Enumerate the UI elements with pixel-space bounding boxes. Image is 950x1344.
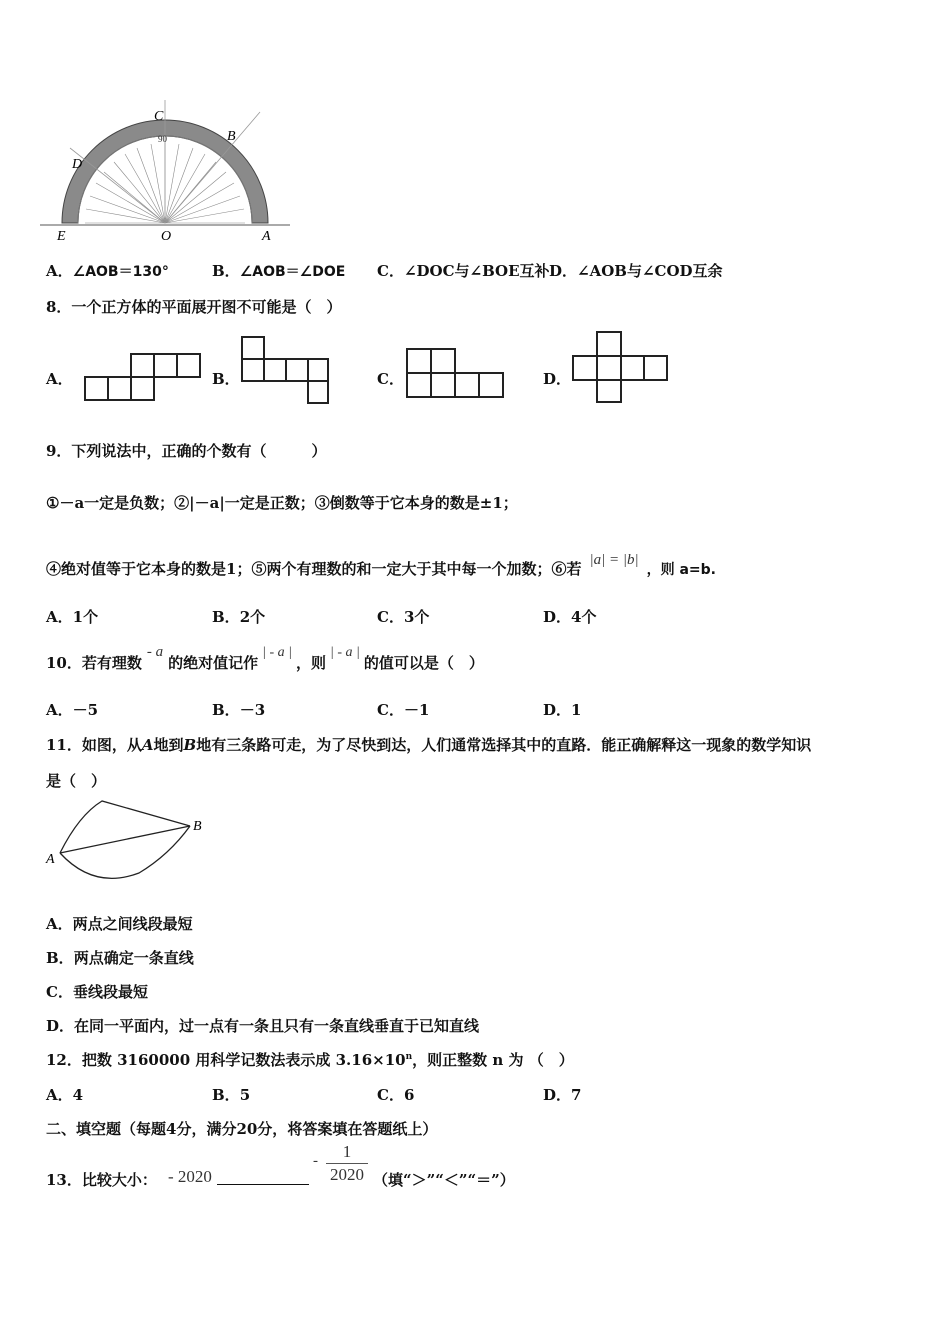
q13-fraction-minus: - bbox=[313, 1153, 318, 1169]
q11-option-b: B．两点确定一条直线 bbox=[46, 949, 194, 967]
q8-option-c-label: C． bbox=[377, 370, 404, 388]
q11-option-c: C．垂线段最短 bbox=[46, 983, 148, 1001]
q9-statements-line1: ①－a一定是负数；②|－a|一定是正数；③倒数等于它本身的数是±1； bbox=[46, 494, 518, 512]
label-B: B bbox=[227, 129, 236, 144]
net-c-figure bbox=[405, 347, 505, 401]
q9-statements-line2: ④绝对值等于它本身的数是1；⑤两个有理数的和一定大于其中每一个加数；⑥若 |a| = |b|，则 a=b. bbox=[46, 552, 716, 578]
q11-stem-line1: 11．如图，从A地到B地有三条路可走，为了尽快到达，人们通常选择其中的直路．能正确解释这一现象的数学知识 bbox=[46, 736, 812, 754]
q11-option-d: D．在同一平面内，过一点有一条且只有一条直线垂直于已知直线 bbox=[46, 1017, 480, 1035]
q9-stem: 9．下列说法中，正确的个数有（ ） bbox=[46, 442, 327, 460]
q7-option-a: A．∠AOB＝130° bbox=[46, 262, 169, 280]
q9-option-c: C．3个 bbox=[377, 608, 430, 626]
q10-option-c: C．－1 bbox=[377, 701, 430, 719]
q10-abs-neg-a-1: | - a | bbox=[262, 645, 292, 660]
q13-left-value: - 2020 bbox=[168, 1167, 212, 1186]
svg-text:90: 90 bbox=[158, 134, 167, 144]
q11-option-a: A．两点之间线段最短 bbox=[46, 915, 193, 933]
net-b-figure bbox=[240, 335, 332, 405]
q8-option-d-label: D． bbox=[543, 370, 572, 388]
q12-option-c: C．6 bbox=[377, 1086, 415, 1104]
q10-neg-a: - a bbox=[146, 644, 164, 660]
label-A: A bbox=[262, 229, 271, 244]
q11-stem-line2: 是（ ） bbox=[46, 772, 107, 790]
q7-option-b: B．∠AOB＝∠DOE bbox=[212, 262, 346, 280]
q13-numerator: 1 bbox=[342, 1142, 352, 1161]
q13-fraction bbox=[326, 1142, 368, 1185]
point-B-label: B bbox=[193, 819, 202, 834]
q12-option-d: D．7 bbox=[543, 1086, 582, 1104]
q12-option-b: B．5 bbox=[212, 1086, 251, 1104]
q7-option-d: D．∠AOB与∠COD互余 bbox=[549, 262, 723, 280]
protractor-figure bbox=[40, 100, 290, 250]
q12-stem: 12．把数 3160000 用科学记数法表示成 $3.16\times 10^n$，则正整数 n 为 （ ） bbox=[46, 1051, 574, 1069]
q13-denominator: 2020 bbox=[330, 1165, 364, 1184]
q12-option-a: A．4 bbox=[46, 1086, 84, 1104]
net-d-figure bbox=[571, 330, 669, 404]
q10-option-b: B．－3 bbox=[212, 701, 266, 719]
q10-option-d: D．1 bbox=[543, 701, 582, 719]
q13-fill-hint: （填“＞”“＜”“＝”） bbox=[373, 1171, 515, 1189]
q9-abs-expression: |a| = |b| bbox=[589, 552, 639, 568]
label-O: O bbox=[161, 229, 172, 244]
q8-option-a-label: A． bbox=[46, 370, 73, 388]
q10-abs-neg-a-2: | - a | bbox=[330, 645, 360, 660]
section-2-heading: 二、填空题（每题4分，满分20分，将答案填在答题纸上） bbox=[46, 1120, 438, 1138]
q13-answer-blank[interactable] bbox=[217, 1170, 309, 1185]
q13-prefix: 13．比较大小： bbox=[46, 1171, 157, 1189]
q10-stem: 10．若有理数- a的绝对值记作| - a |，则| - a |的值可以是（ ） bbox=[46, 644, 484, 672]
q9-option-a: A．1个 bbox=[46, 608, 99, 626]
label-D: D bbox=[72, 157, 83, 172]
q8-option-b-label: B． bbox=[212, 370, 240, 388]
paths-figure bbox=[44, 795, 214, 885]
q9-option-b: B．2个 bbox=[212, 608, 266, 626]
point-A-label: A bbox=[46, 852, 55, 867]
q10-option-a: A．－5 bbox=[46, 701, 99, 719]
q9-option-d: D．4个 bbox=[543, 608, 597, 626]
label-E: E bbox=[57, 229, 66, 244]
q8-stem: 8．一个正方体的平面展开图不可能是（ ） bbox=[46, 298, 342, 316]
q7-option-c: C．∠DOC与∠BOE互补 bbox=[377, 262, 550, 280]
label-C: C bbox=[154, 109, 164, 124]
net-a-figure bbox=[83, 352, 203, 404]
